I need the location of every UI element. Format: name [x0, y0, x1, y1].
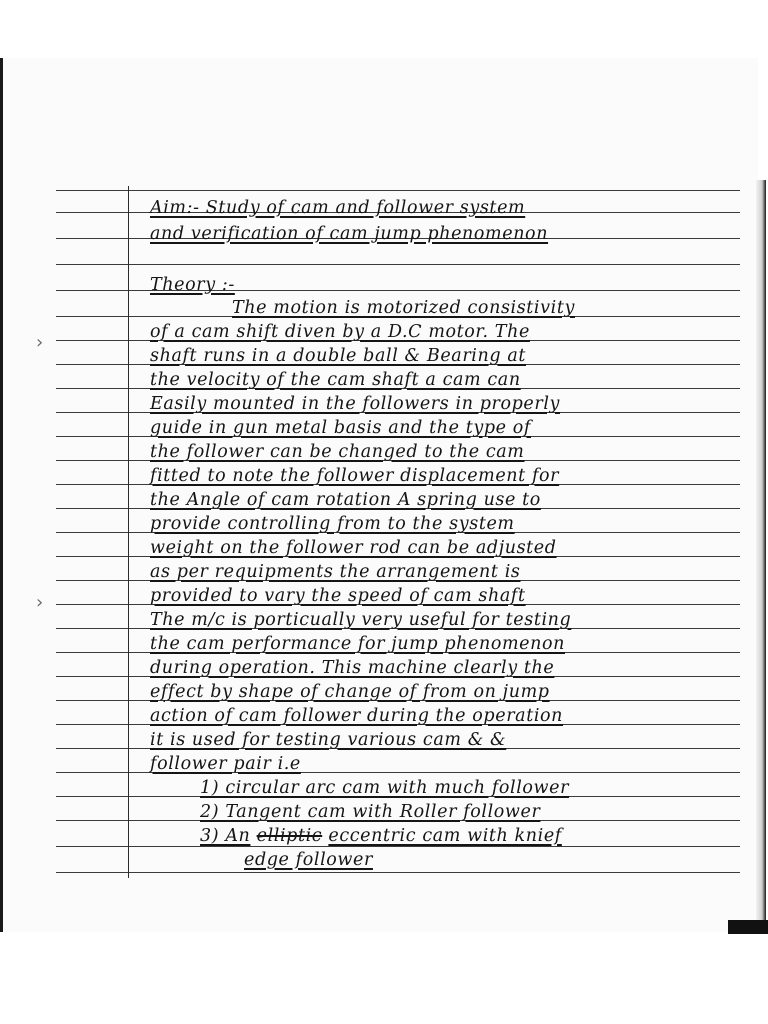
paragraph-line: The motion is motorized consistivity	[232, 298, 575, 318]
ruled-line	[56, 264, 740, 265]
theory-heading: Theory :-	[150, 275, 235, 295]
paragraph-line: Easily mounted in the followers in properly	[150, 394, 561, 414]
struck-word: elliptic	[256, 826, 323, 846]
page-left-edge	[0, 58, 3, 932]
paragraph-line: follower pair i.e	[150, 754, 301, 774]
list-item	[200, 824, 562, 848]
paragraph-line: effect by shape of change of from on jump	[150, 682, 550, 702]
punch-hole-mark: ›	[36, 332, 44, 353]
list-item-rest: eccentric cam with knief	[328, 826, 562, 846]
punch-hole-mark: ›	[36, 592, 44, 613]
list-item-continuation: edge follower	[244, 850, 373, 870]
page-right-edge	[756, 180, 766, 932]
paragraph-line: action of cam follower during the operation	[150, 706, 564, 726]
list-item-prefix: 3) An	[200, 826, 251, 846]
ruled-line	[56, 872, 740, 873]
paragraph-line: provide controlling from to the system	[150, 514, 515, 534]
aim-line-2: and verification of cam jump phenomenon	[150, 224, 549, 244]
list-item: 1) circular arc cam with much follower	[200, 778, 570, 798]
paragraph-line: fitted to note the follower displacement for	[150, 466, 560, 486]
list-item: 2) Tangent cam with Roller follower	[200, 802, 541, 822]
margin-line	[128, 186, 129, 878]
paragraph-line: shaft runs in a double ball & Bearing at	[150, 346, 527, 366]
paragraph-line: of a cam shift diven by a D.C motor. The	[150, 322, 530, 342]
page-corner-shadow	[728, 920, 768, 934]
aim-line-1: Aim:- Study of cam and follower system	[150, 198, 526, 218]
paragraph-line: the cam performance for jump phenomenon	[150, 634, 565, 654]
paragraph-line: guide in gun metal basis and the type of	[150, 418, 532, 438]
paragraph-line: provided to vary the speed of cam shaft	[150, 586, 526, 606]
paragraph-line: the Angle of cam rotation A spring use to	[150, 490, 541, 510]
paragraph-line: as per requipments the arrangement is	[150, 562, 521, 582]
paragraph-line: The m/c is porticually very useful for testing	[150, 610, 572, 630]
ruled-line	[56, 190, 740, 191]
paragraph-line: the follower can be changed to the cam	[150, 442, 525, 462]
paragraph-line: the velocity of the cam shaft a cam can	[150, 370, 521, 390]
paragraph-line: it is used for testing various cam & &	[150, 730, 507, 750]
paragraph-line: weight on the follower rod can be adjusted	[150, 538, 557, 558]
paragraph-line: during operation. This machine clearly the	[150, 658, 555, 678]
